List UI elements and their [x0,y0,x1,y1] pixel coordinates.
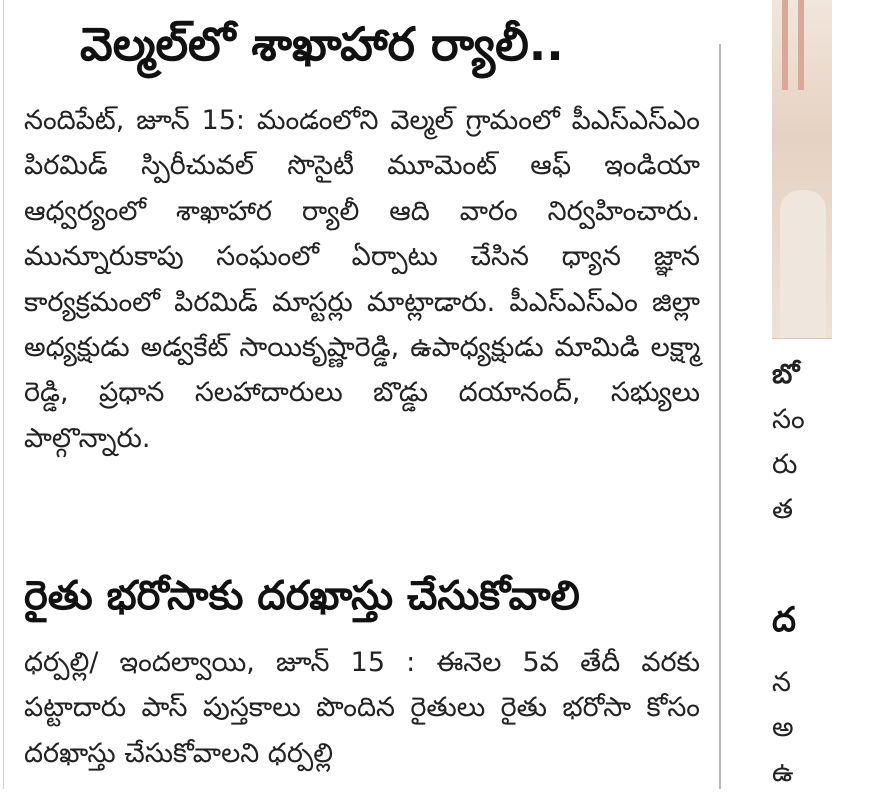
adjacent-text-lines-2 [772,660,794,795]
left-margin-rule [3,0,4,789]
photo-banner-stripe [798,0,804,90]
adjacent-headline-fragment: ద [772,600,797,640]
adjacent-text-line: న [772,667,791,698]
adjacent-column [772,0,832,789]
adjacent-text-line: రు [772,449,798,480]
photo-person-figure [780,190,826,338]
article-2-headline: రైతు భరోసాకు దరఖాస్తు చేసుకోవాలి [24,573,580,619]
adjacent-text-line: ఉ [772,757,794,788]
adjacent-text-lines [772,352,892,532]
news-photo-fragment [772,0,832,339]
adjacent-text-line: బో [772,359,800,390]
adjacent-text-line: త [772,494,794,525]
main-article-column [24,0,700,789]
adjacent-text-line: సం [772,404,805,435]
article-2-body: ధర్పల్లి/ ఇందల్వాయి, జూన్ 15 : ఈనెల 5వ తేదీ వరకు పట్టాదారు పాస్ పుస్తకాలు పొందిన రైతులు రైతు భరోసా కోసం దరఖాస్తు చేసుకోవాలని ధర్పల్లి [24,647,700,769]
article-1-body: నందిపేట్, జూన్ 15: మండంలోని వెల్మల్ గ్రామంలో పీఎస్ఎస్ఎం పిరమిడ్ స్పిరీచువల్ సొసైటీ మూమెంట్ ఆఫ్ ఇండియా ఆధ్వర్యంలో శాఖాహార ర్యాలీ ఆది వారం నిర్వహించారు. మున్నూరుకాపు సంఘంలో ఏర్పాటు చేసిన ధ్యాన జ్ఞాన కార్యక్రమంలో పిరమిడ్ మాస్టర్లు మాట్లాడారు. పీఎస్ఎస్ఎం జిల్లా అధ్యక్షుడు అడ్వకేట్ సాయికృష్ణారెడ్డి, ఉపాధ్యక్షుడు మామిడి లక్ష్మా రెడ్డి, ప్రధాన సలహాదారులు బొడ్డు దయానంద్, సభ్యులు పాల్గొన్నారు. [24,105,700,454]
article-1-headline: వెల్మల్‌లో శాఖాహార ర్యాలీ.. [80,17,564,71]
adjacent-text-line: అ [772,712,794,743]
photo-banner-stripe [782,0,788,90]
column-divider [719,44,721,789]
